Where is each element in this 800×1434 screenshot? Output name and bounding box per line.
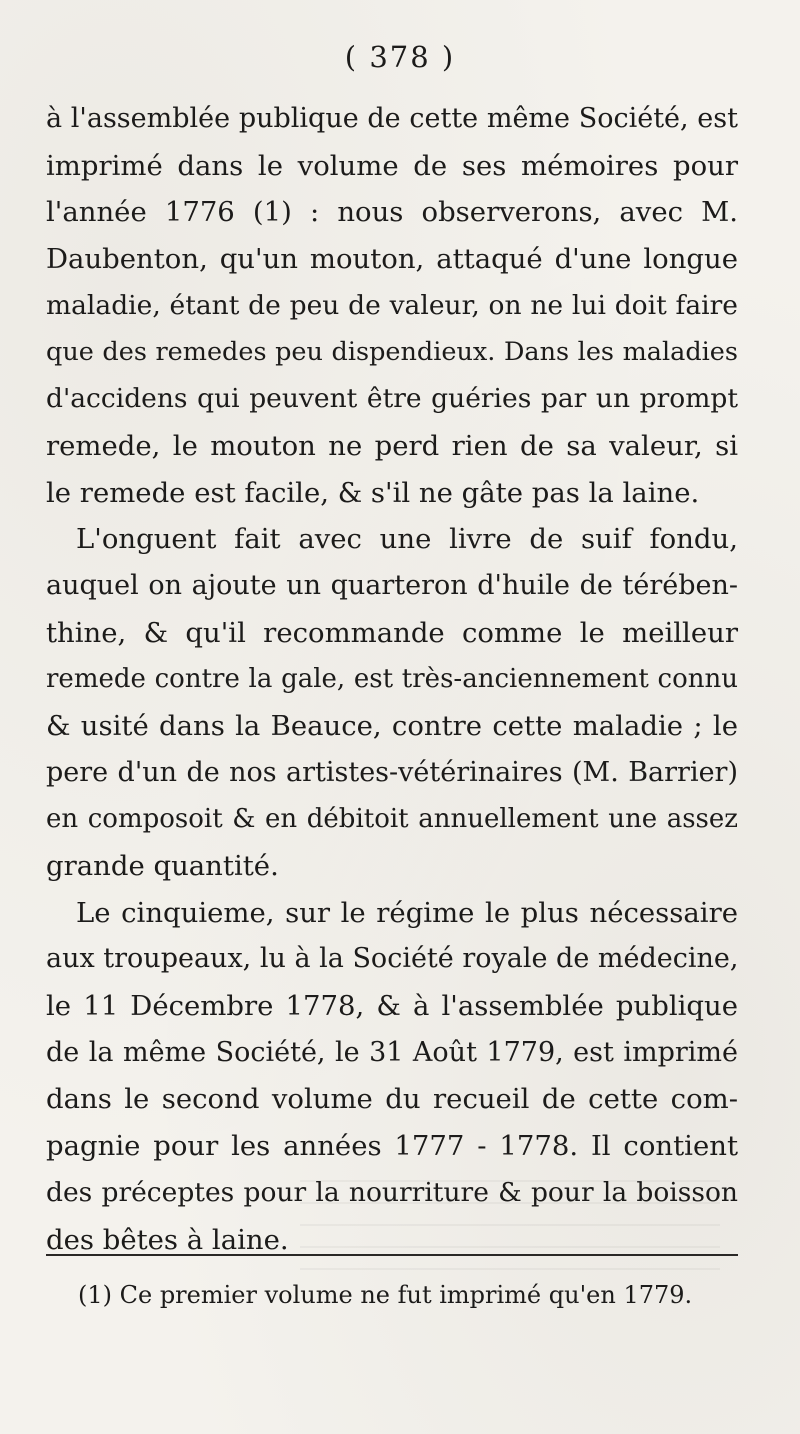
text-line: L'onguent fait avec une livre de suif fondu,: [76, 523, 738, 556]
paragraph-2: [46, 516, 738, 890]
text-line: pere d'un de nos artistes-vétérinaires (M. Barrier): [46, 756, 738, 788]
footnote: (1) Ce premier volume ne fut imprimé qu'en 1779.: [78, 1281, 693, 1309]
text-line: des bêtes à laine.: [46, 1223, 289, 1256]
text-line: aux troupeaux, lu à la Société royale de médecine,: [46, 943, 739, 975]
text-line: auquel on ajoute un quarteron d'huile de térében-: [46, 569, 738, 601]
text-line: imprimé dans le volume de ses mémoires pour: [46, 149, 738, 182]
text-line: pagnie pour les années 1777 - 1778. Il contient: [46, 1130, 738, 1163]
text-line: l'année 1776 (1) : nous observerons, avec M.: [46, 196, 738, 229]
text-line: Le cinquieme, sur le régime le plus nécessaire: [76, 896, 738, 929]
body-text: [46, 96, 738, 1263]
text-line: le remede est facile, & s'il ne gâte pas la laine.: [46, 476, 700, 509]
page-number: ( 378 ): [344, 40, 456, 74]
paragraph-1: [46, 96, 738, 516]
text-line: à l'assemblée publique de cette même Société, est: [46, 103, 738, 134]
text-line: d'accidens qui peuvent être guéries par un prompt: [46, 383, 738, 415]
text-line: des préceptes pour la nourriture & pour la boisson: [46, 1176, 738, 1208]
text-line: le 11 Décembre 1778, & à l'assemblée publique: [46, 990, 738, 1023]
text-line: de la même Société, le 31 Août 1779, est imprimé: [46, 1036, 738, 1068]
text-line: dans le second volume du recueil de cette com-: [46, 1083, 738, 1116]
text-line: remede contre la gale, est très-anciennement connu: [46, 664, 738, 695]
text-line: maladie, étant de peu de valeur, on ne lui doit faire: [46, 289, 738, 321]
text-line: thine, & qu'il recommande comme le meilleur: [46, 616, 738, 649]
text-line: Daubenton, qu'un mouton, attaqué d'une longue: [46, 243, 738, 276]
text-line: que des remedes peu dispendieux. Dans les maladies: [46, 337, 738, 368]
text-line: remede, le mouton ne perd rien de sa valeur, si: [46, 429, 738, 462]
text-line: & usité dans la Beauce, contre cette maladie ; le: [46, 709, 738, 742]
footnote-rule: [46, 1254, 738, 1256]
text-line: en composoit & en débitoit annuellement une assez: [46, 804, 738, 835]
text-line: grande quantité.: [46, 850, 279, 882]
paragraph-3: [46, 890, 738, 1264]
